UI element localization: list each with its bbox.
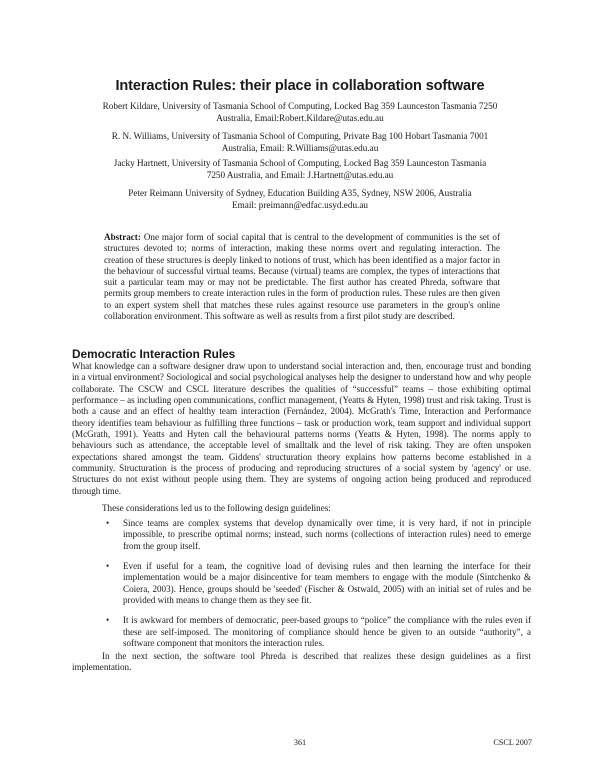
bullet-icon: • [106, 615, 110, 626]
page-number: 361 [293, 738, 307, 747]
list-item-text: Even if useful for a team, the cognitive load of devising rules and then learning the interface for their implementation would be a major disincentive for team members to engage with the module (Sintchenko & Coiera, 2003). Hence, groups should be 'seeded' (Fischer & Ostwald, 2005) with an initial set of rules and be provided with means to change them as they see fit. [123, 561, 531, 606]
list-item-text: Since teams are complex systems that develop dynamically over time, it is very hard, if not in principle impossible, to prescribe optimal norms; instead, such norms (collections of interaction rules) need to emerge from the group itself. [123, 518, 531, 551]
conference-label: CSCL 2007 [493, 738, 532, 747]
author-block-3 [80, 157, 520, 181]
paper-title: Interaction Rules: their place in collaboration software [115, 78, 485, 94]
author-line: Peter Reimann University of Sydney, Education Building A35, Sydney, NSW 2006, Australia [128, 188, 472, 198]
author-block-4 [80, 187, 520, 211]
list-item-text: It is awkward for members of democratic, peer-based groups to “police” the compliance with the rules even if these are self-imposed. The monitoring of compliance should hence be given to an outside “authority”, a software component that monitors the interaction rules. [123, 615, 531, 649]
abstract-text: One major form of social capital that is central to the development of communities is the set of structures devoted to; norms of interaction, making these norms overt and regulating interaction. The creation of these structures is deeply linked to notions of trust, which has been identified as a major factor in the behaviour of successful virtual teams. Because (virtual) teams are complex, the types of interactions that suit a particular team may or may not be predictable. The first author has created Phreda, software that permits group members to create interaction rules in the form of production rules. These rules are then given to an expert system shell that matches these rules against resource use parameters in the group's online collaboration environment. This software as well as results from a first pilot study are described. [104, 232, 500, 322]
abstract-label: Abstract: [104, 232, 141, 242]
bullet-icon: • [106, 518, 110, 528]
section-heading: Democratic Interaction Rules [72, 347, 236, 361]
author-line: R. N. Williams, University of Tasmania School of Computing, Private Bag 100 Hobart Tasmania 7001 [111, 131, 489, 141]
design-guidelines-list [104, 518, 531, 658]
author-block-1 [80, 100, 520, 124]
list-item [104, 615, 531, 649]
bullet-icon: • [106, 561, 110, 572]
list-item [104, 561, 531, 606]
author-block-2 [80, 130, 520, 154]
author-line: Jacky Hartnett, University of Tasmania School of Computing, Locked Bag 359 Launceston Tasmania [113, 158, 487, 168]
author-line: 7250 Australia, and Email: J.Hartnett@utas.edu.au [206, 170, 394, 180]
author-line: Robert Kildare, University of Tasmania School of Computing, Locked Bag 359 Launceston Tasmania 7250 [102, 101, 498, 111]
body-paragraph-3: In the next section, the software tool Phreda is described that realizes these design guidelines as a first implementation. [72, 651, 531, 673]
body-paragraph-2: These considerations led us to the following design guidelines: [102, 503, 331, 513]
author-line: Email: preimann@edfac.usyd.edu.au [231, 200, 369, 210]
author-line: Australia, Email:Robert.Kildare@utas.edu.au [216, 113, 384, 123]
body-paragraph-1: What knowledge can a software designer draw upon to understand social interaction and, then, encourage trust and bonding in a virtual environment? Sociological and social psychological analyses help the designer to understand how and why people collaborate. The CSCW and CSCL literature describes the qualities of “successful” teams – those exhibiting optimal performance – as including open communications, conflict management, (Yeatts & Hyten, 1998) trust and risk taking. Trust is both a cause and an effect of healthy team interaction (Fernández, 2004). McGrath's Time, Interaction and Performance theory identifies team behaviour as fulfilling three functions – task or production work, team support and individual support (McGrath, 1991). Yeatts and Hyten call the behavioural patterns norms (Yeatts & Hyten, 1998). The norms apply to behaviours such as attendance, the acceptable level of smalltalk and the level of risk taking. They are often unspoken expectations shared amongst the team. Giddens' structuration theory explains how patterns become established in a community. Structuration is the process of producing and reproducing structures of a social system by 'agency' or use. Structures do not exist without people using them. They are systems of ongoing action being produced and reproduced through time. [72, 361, 531, 496]
author-line: Australia, Email: R.Williams@utas.edu.au [221, 143, 379, 153]
list-item [104, 518, 531, 552]
abstract [104, 232, 500, 322]
